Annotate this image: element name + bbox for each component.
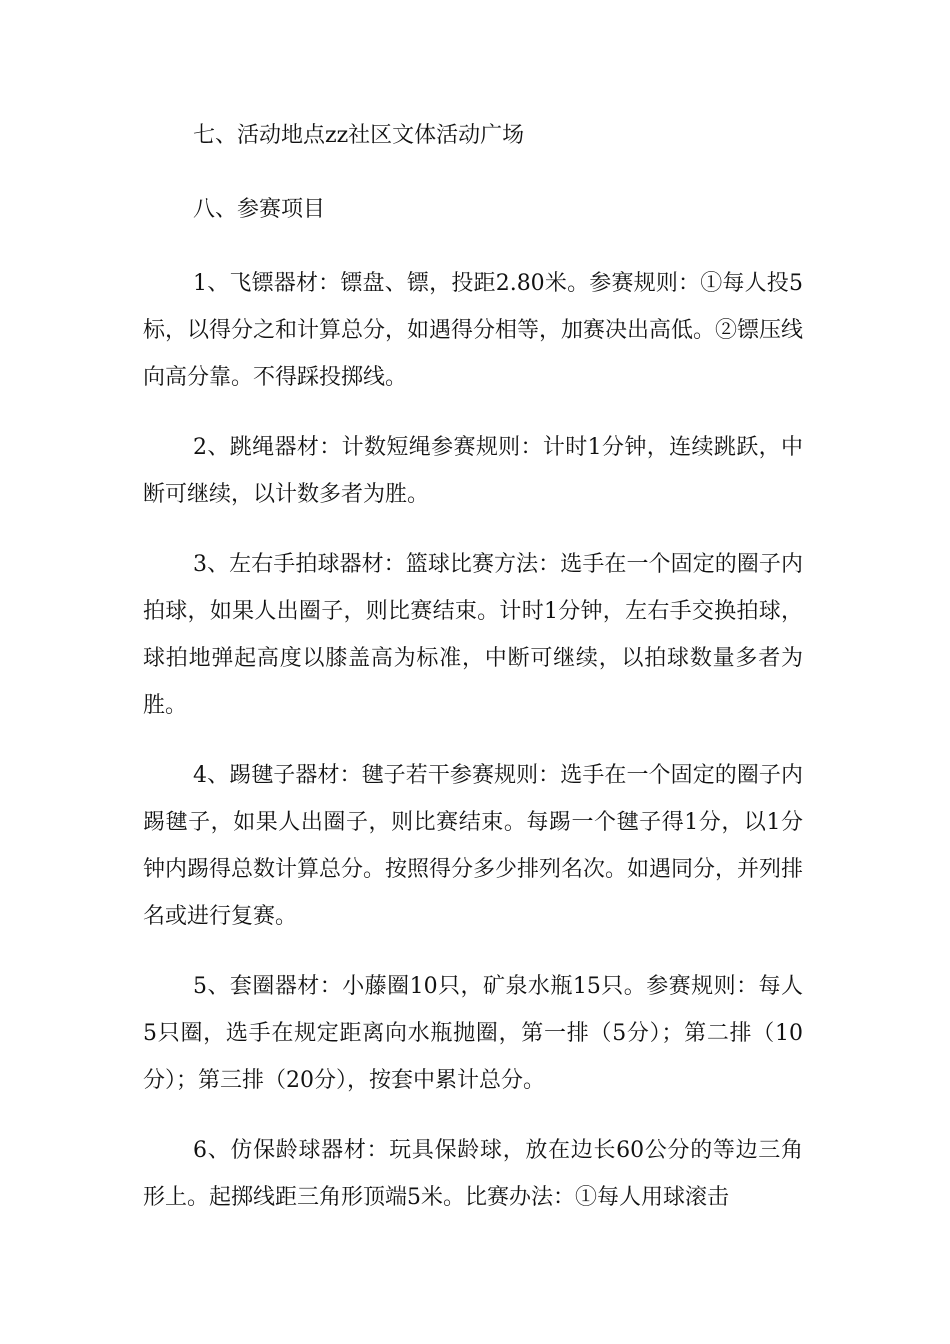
event-shuttlecock: 4、踢毽子器材：毽子若干参赛规则：选手在一个固定的圈子内踢毽子，如果人出圈子，则比赛结束。每踢一个毽子得1分，以1分钟内踢得总数计算总分。按照得分多少排列名次。如遇同分，并列排名或进行复赛。 [143,763,804,929]
event-ball-dribble: 3、左右手拍球器材：篮球比赛方法：选手在一个固定的圈子内拍球，如果人出圈子，则比赛结束。计时1分钟，左右手交换拍球，球拍地弹起高度以膝盖高为标准，中断可继续，以拍球数量多者为胜。 [143,552,803,718]
section-heading-events: 八、参赛项目 [193,197,326,222]
document-body [143,112,803,1244]
event-ring-toss: 5、套圈器材：小藤圈10只，矿泉水瓶15只。参赛规则：每人5只圈，选手在规定距离向水瓶抛圈，第一排（5分）；第二排（10分）；第三排（20分），按套中累计总分。 [143,974,803,1093]
event-jump-rope: 2、跳绳器材：计数短绳参赛规则：计时1分钟，连续跳跃，中断可继续，以计数多者为胜。 [143,435,803,507]
event-bowling: 6、仿保龄球器材：玩具保龄球，放在边长60公分的等边三角形上。起掷线距三角形顶端5米。比赛办法：①每人用球滚击 [143,1138,803,1210]
event-darts: 1、飞镖器材：镖盘、镖，投距2.80米。参赛规则：①每人投5标，以得分之和计算总分，如遇得分相等，加赛决出高低。②镖压线向高分靠。不得踩投掷线。 [143,271,804,390]
section-heading-location: 七、活动地点zz社区文体活动广场 [193,123,525,148]
